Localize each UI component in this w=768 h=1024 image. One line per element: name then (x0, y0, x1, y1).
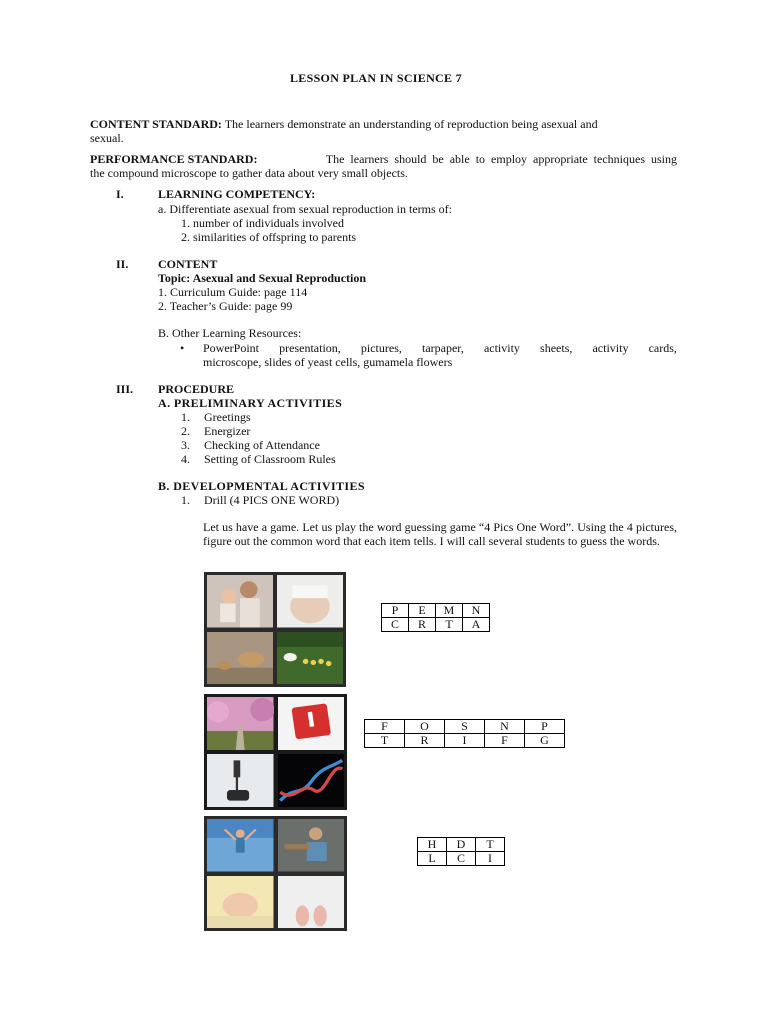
content-standard-text: The learners demonstrate an understanding of reproduction being asexual and (224, 117, 598, 131)
content-standard-text-cont: sexual. (90, 131, 124, 145)
topic: Topic: Asexual and Sexual Reproduction (158, 271, 367, 285)
picture-grid-3 (204, 816, 347, 931)
letter-cell: C (447, 852, 476, 866)
letter-cell: C (382, 618, 409, 632)
prelim-item: Checking of Attendance (204, 438, 320, 452)
section-2-number: II. (116, 257, 129, 271)
letter-cell: E (409, 604, 436, 618)
letter-cell: T (476, 838, 505, 852)
letter-cell: L (418, 852, 447, 866)
letter-cell: F (365, 720, 405, 734)
blossom-path-image (207, 697, 274, 750)
duck-ducklings-image (277, 632, 343, 685)
letter-cell: A (463, 618, 490, 632)
lions-image (207, 632, 273, 685)
letter-cell: O (405, 720, 445, 734)
resources-line (203, 341, 677, 356)
letter-cell: T (365, 734, 405, 748)
section-3-heading: PROCEDURE (158, 382, 235, 396)
resource-word: PowerPoint (203, 341, 260, 355)
letter-cell: H (418, 838, 447, 852)
letter-cell: N (463, 604, 490, 618)
letter-cell: R (405, 734, 445, 748)
resource-word: presentation, (279, 341, 341, 355)
letter-cell: N (485, 720, 525, 734)
dna-helix-image (278, 754, 345, 807)
other-resources-label: B. Other Learning Resources: (158, 326, 302, 340)
letter-cell: M (436, 604, 463, 618)
resources-line-cont: microscope, slides of yeast cells, gumamela flowers (203, 355, 453, 369)
content-standard-label: CONTENT STANDARD: (90, 117, 222, 131)
reference-item: 1. Curriculum Guide: page 114 (158, 285, 308, 299)
reference-item: 2. Teacher’s Guide: page 99 (158, 299, 293, 313)
bullet: • (180, 341, 185, 355)
letter-cell: I (445, 734, 485, 748)
performance-standard-label: PERFORMANCE STANDARD: (90, 152, 258, 166)
section-1-objective: a. Differentiate asexual from sexual reproduction in terms of: (158, 202, 453, 216)
resource-word: activity (483, 341, 520, 355)
picture-grid-2 (204, 694, 347, 810)
letter-cell: T (436, 618, 463, 632)
mother-baby-image (207, 575, 273, 628)
letter-cell: R (409, 618, 436, 632)
resource-word: activity (592, 341, 629, 355)
content-standard (90, 117, 598, 132)
letter-cell: G (525, 734, 565, 748)
section-3-number: III. (116, 382, 134, 396)
game-instructions: Let us have a game. Let us play the word guessing game “4 Pics One Word”. Using the 4 pictures, figure out the common word that each item tells. I will call several students to guess the words. (203, 520, 677, 548)
section-1-item: 2. similarities of offspring to parents (181, 230, 357, 244)
pregnant-woman-image (277, 575, 343, 628)
section-1-number: I. (116, 187, 124, 201)
drill-title: Drill (4 PICS ONE WORD) (204, 493, 340, 507)
prelim-num: 4. (181, 452, 190, 466)
performance-standard-text: The learners should be able to employ appropriate techniques using (325, 152, 677, 166)
resource-word: cards, (648, 341, 677, 355)
section-2-heading: CONTENT (158, 257, 218, 271)
prelim-num: 1. (181, 410, 190, 424)
preliminary-heading: A. PRELIMINARY ACTIVITIES (158, 396, 343, 410)
letter-cell: P (525, 720, 565, 734)
sleeping-baby-image (207, 876, 274, 929)
telephone-image (207, 754, 274, 807)
pilot-child-image (278, 819, 345, 872)
resource-word: sheets, (540, 341, 573, 355)
developmental-heading: B. DEVELOPMENTAL ACTIVITIES (158, 479, 365, 493)
section-1-heading: LEARNING COMPETENCY: (158, 187, 316, 201)
prelim-num: 3. (181, 438, 190, 452)
performance-standard (90, 152, 677, 167)
drill-num: 1. (181, 493, 190, 507)
resource-word: pictures, (360, 341, 402, 355)
letter-cell: D (447, 838, 476, 852)
power-button-image (278, 697, 345, 750)
jumping-child-image (207, 819, 274, 872)
letter-table-3 (417, 837, 505, 866)
letter-cell: F (485, 734, 525, 748)
picture-grid-1 (204, 572, 346, 687)
letter-table-1 (381, 603, 490, 632)
prelim-item: Greetings (204, 410, 251, 424)
page-title: LESSON PLAN IN SCIENCE 7 (290, 71, 462, 85)
resource-word: tarpaper, (422, 341, 464, 355)
letter-cell: I (476, 852, 505, 866)
letter-cell: S (445, 720, 485, 734)
prelim-item: Setting of Classroom Rules (204, 452, 336, 466)
performance-standard-text-cont: the compound microscope to gather data about very small objects. (90, 166, 408, 180)
prelim-item: Energizer (204, 424, 251, 438)
section-1-item: 1. number of individuals involved (181, 216, 344, 230)
letter-table-2 (364, 719, 565, 748)
letter-cell: P (382, 604, 409, 618)
prelim-num: 2. (181, 424, 190, 438)
baby-feet-image (278, 876, 345, 929)
